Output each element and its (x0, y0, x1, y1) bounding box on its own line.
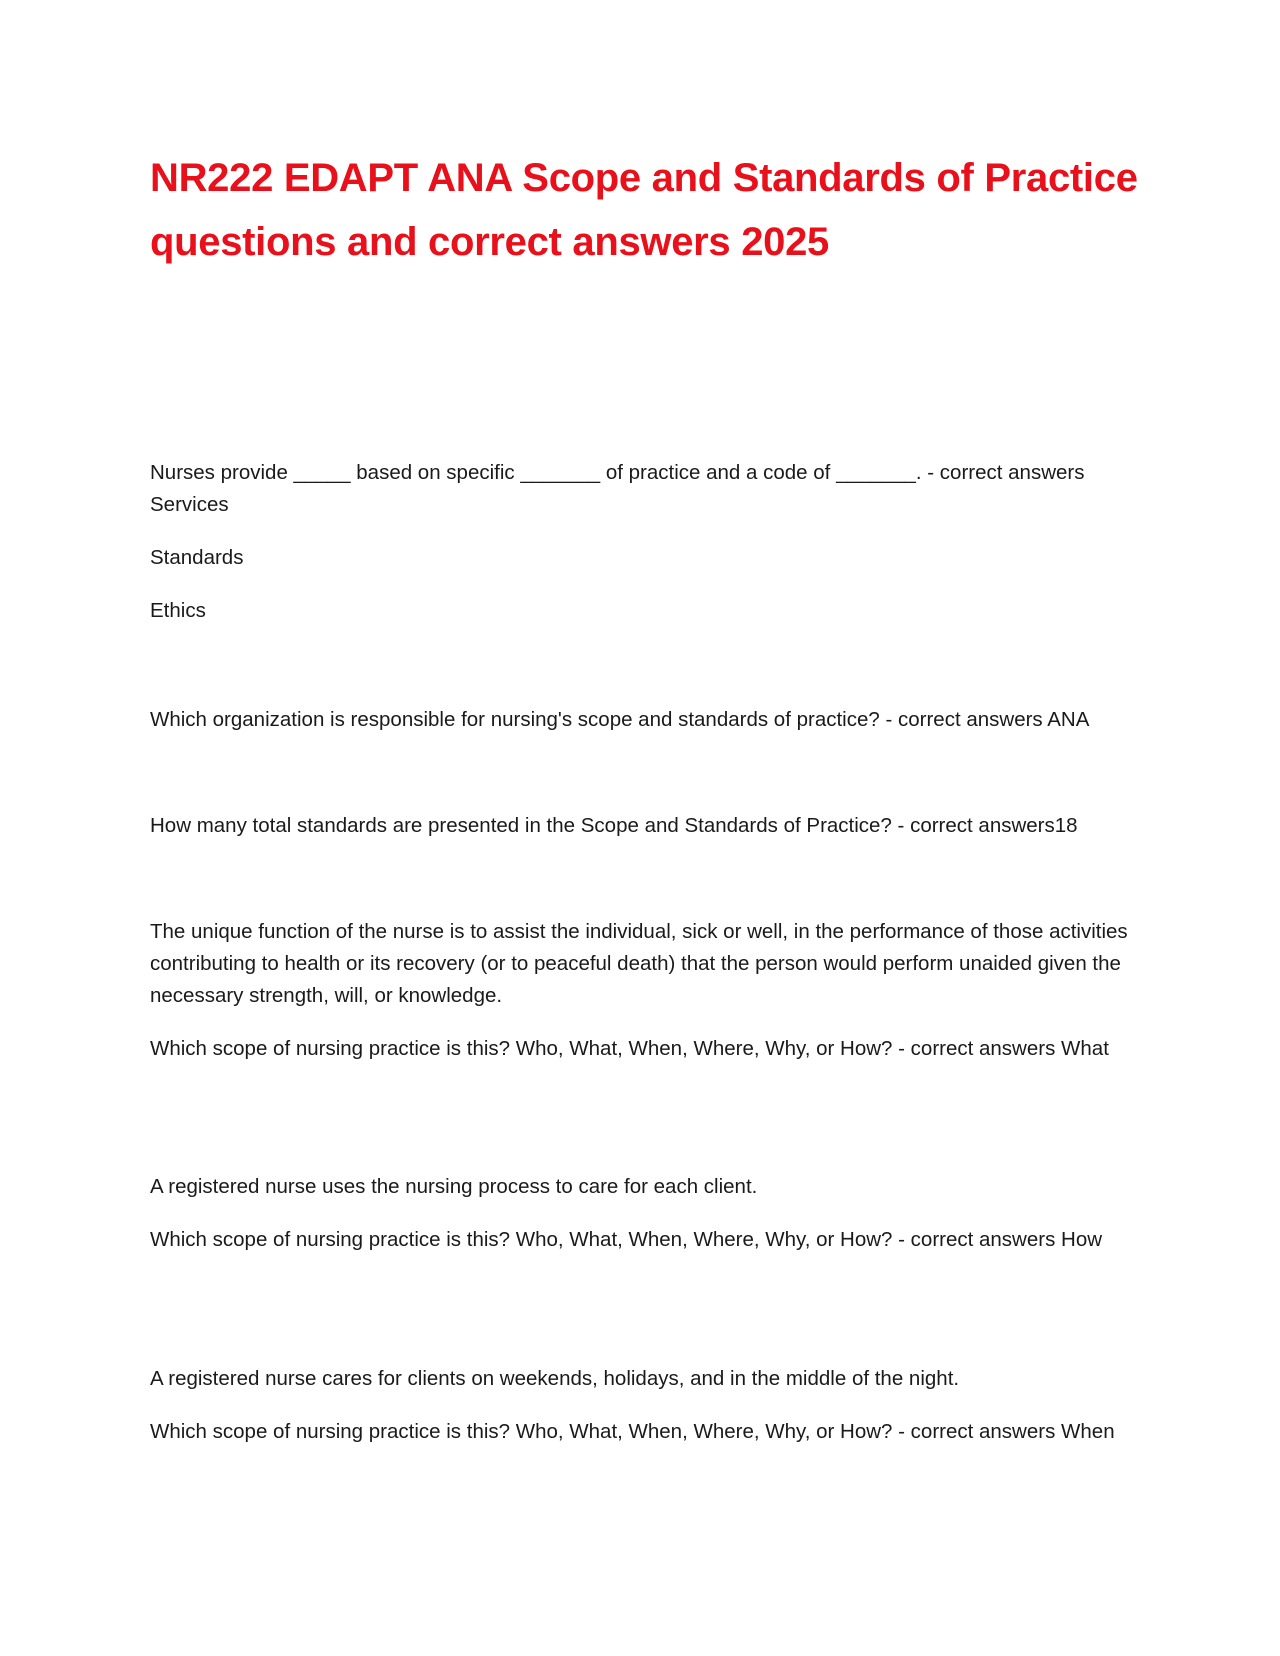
answer-text: Standards (150, 546, 244, 569)
question-text: Which scope of nursing practice is this? Who, What, When, Where, Why, or How? - correct answers What (150, 1037, 1109, 1060)
question-text: Which scope of nursing practice is this? Who, What, When, Where, Why, or How? - correct answers How (150, 1228, 1103, 1251)
qa-item-6 (150, 1363, 1140, 1448)
qa-item-2 (150, 704, 1140, 736)
document-title: NR222 EDAPT ANA Scope and Standards of Practice questions and correct answers 2025 (150, 156, 1138, 264)
question-text: Which organization is responsible for nursing's scope and standards of practice? - correct answers ANA (150, 708, 1090, 731)
question-text: How many total standards are presented in the Scope and Standards of Practice? - correct answers18 (150, 814, 1078, 837)
answer-text: Ethics (150, 599, 206, 622)
qa-item-5 (150, 1171, 1140, 1256)
question-text: Nurses provide _____ based on specific _______ of practice and a code of _______. - correct answers Services (150, 461, 1085, 516)
qa-item-1 (150, 457, 1140, 627)
question-text: Which scope of nursing practice is this? Who, What, When, Where, Why, or How? - correct answers When (150, 1420, 1115, 1443)
scenario-text: A registered nurse cares for clients on weekends, holidays, and in the middle of the night. (150, 1367, 960, 1390)
scenario-text: The unique function of the nurse is to assist the individual, sick or well, in the performance of those activities contributing to health or its recovery (or to peaceful death) that the person would perform unaided given the necessary strength, will, or knowledge. (150, 920, 1128, 1007)
scenario-text: A registered nurse uses the nursing process to care for each client. (150, 1175, 758, 1198)
qa-item-3 (150, 810, 1140, 842)
qa-item-4 (150, 916, 1140, 1065)
